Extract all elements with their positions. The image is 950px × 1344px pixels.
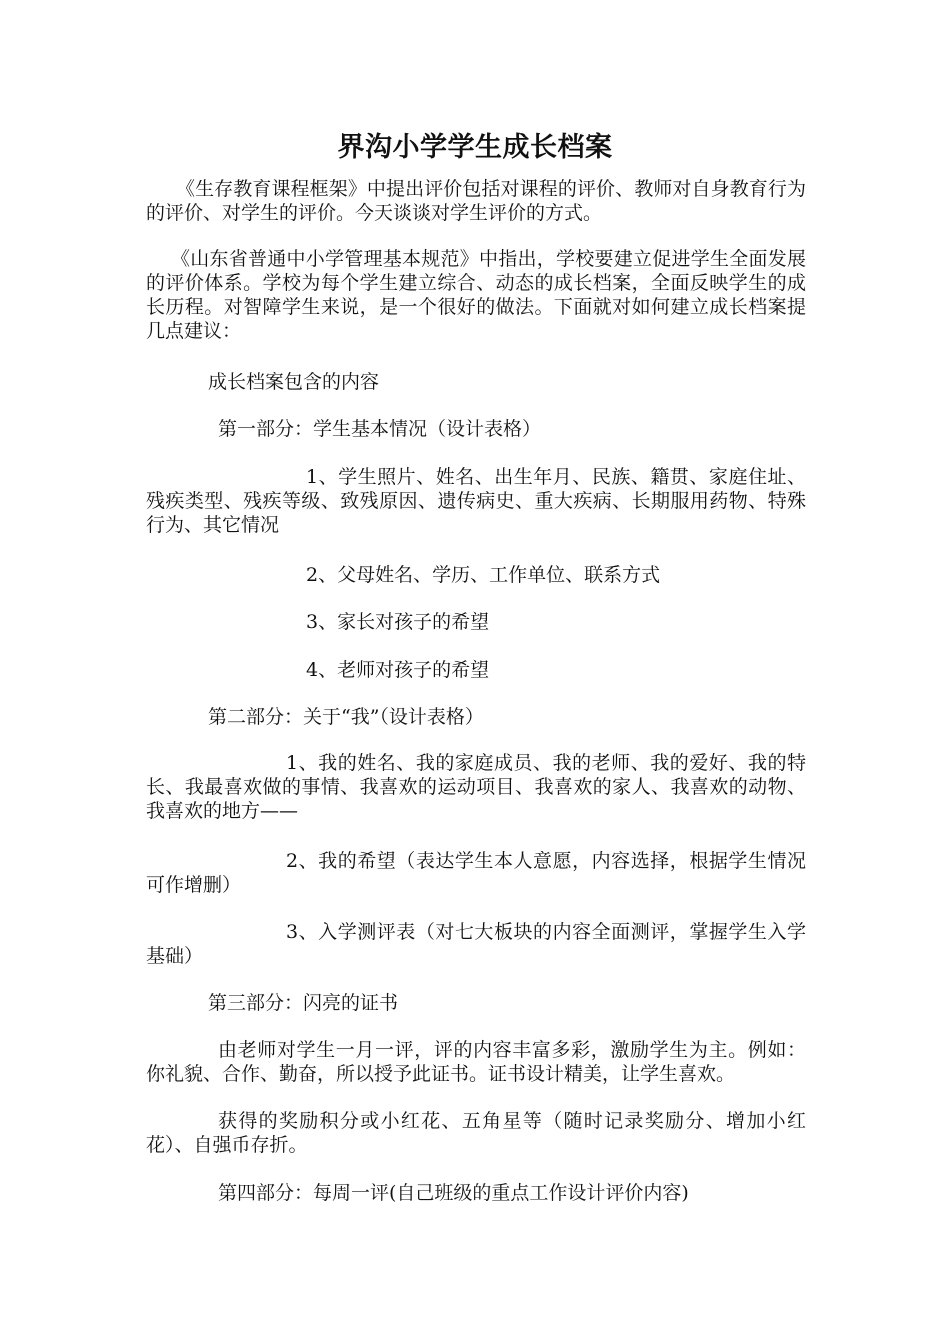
section-heading-part-4: 第四部分：每周一评(自己班级的重点工作设计评价内容) (218, 1182, 689, 1204)
paragraph-certificate: 由老师对学生一月一评，评的内容丰富多彩，激励学生为主。例如：你礼貌、合作、勤奋，所以授予此证书。证书设计精美，让学生喜欢。 (146, 1039, 806, 1085)
list-item-part-2-2: 2、我的希望（表达学生本人意愿，内容选择，根据学生情况可作增删） (146, 850, 806, 896)
document-title: 界沟小学学生成长档案 (337, 132, 613, 163)
list-item-part-2-1: 1、我的姓名、我的家庭成员、我的老师、我的爱好、我的特长、我最喜欢做的事情、我喜欢的运动项目、我喜欢的家人、我喜欢的动物、我喜欢的地方—— (146, 752, 806, 822)
list-item-part-2-3: 3、入学测评表（对七大板块的内容全面测评，掌握学生入学基础） (146, 921, 806, 967)
section-heading-part-2: 第二部分：关于“我”（设计表格） (208, 706, 484, 728)
paragraph-rewards: 获得的奖励积分或小红花、五角星等（随时记录奖励分、增加小红花）、自强币存折。 (146, 1110, 806, 1156)
list-item-part-1-4: 4、老师对孩子的希望 (306, 659, 490, 681)
list-item-part-1-1: 1、学生照片、姓名、出生年月、民族、籍贯、家庭住址、残疾类型、残疾等级、致残原因、遗传病史、重大疾病、长期服用药物、特殊行为、其它情况 (146, 466, 806, 536)
list-item-part-1-3: 3、家长对孩子的希望 (306, 611, 490, 633)
paragraph-contents-heading: 成长档案包含的内容 (208, 371, 380, 393)
paragraph-intro: 《生存教育课程框架》中提出评价包括对课程的评价、教师对自身教育行为的评价、对学生的评价。今天谈谈对学生评价的方式。 (146, 178, 806, 224)
paragraph-regulation: 《山东省普通中小学管理基本规范》中指出，学校要建立促进学生全面发展的评价体系。学校为每个学生建立综合、动态的成长档案，全面反映学生的成长历程。对智障学生来说，是一个很好的做法。下面就对如何建立成长档案提几点建议： (146, 248, 806, 342)
list-item-part-1-2: 2、父母姓名、学历、工作单位、联系方式 (306, 564, 661, 586)
section-heading-part-1: 第一部分：学生基本情况（设计表格） (218, 418, 542, 440)
section-heading-part-3: 第三部分：闪亮的证书 (208, 992, 399, 1014)
